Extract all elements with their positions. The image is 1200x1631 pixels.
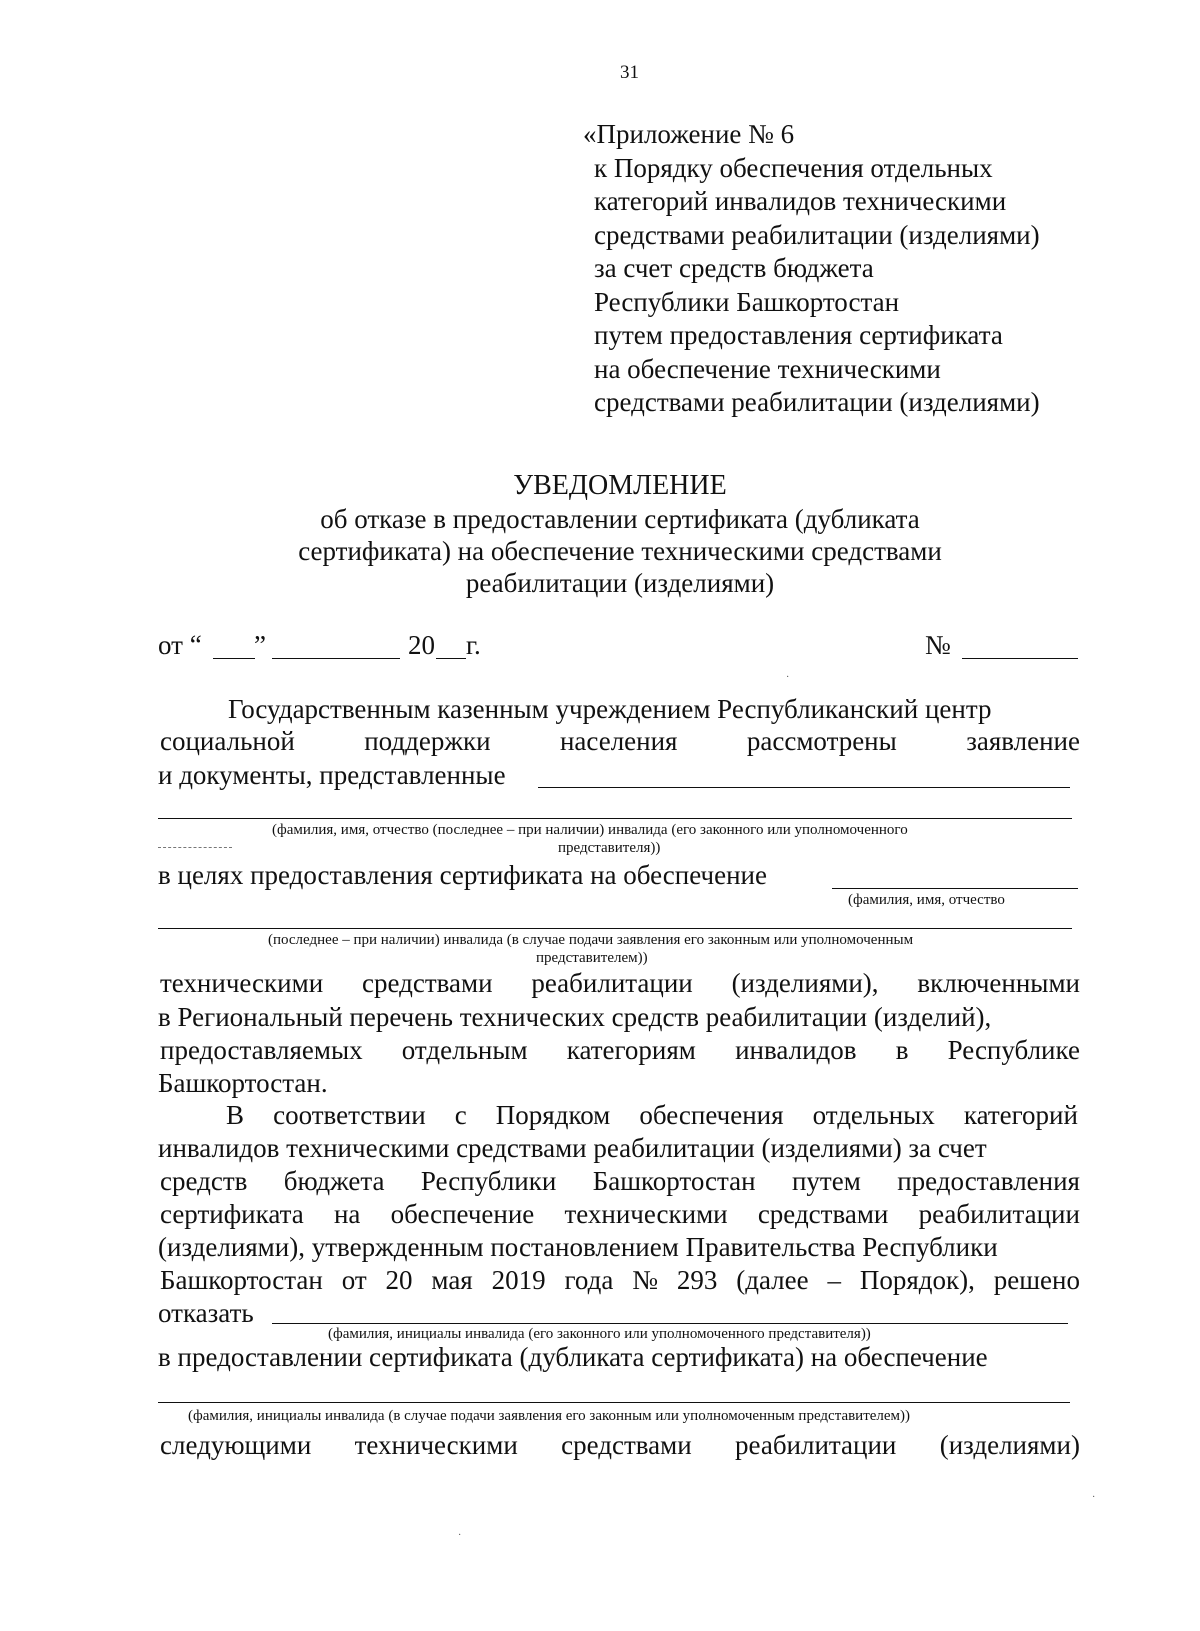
word: (изделиями), — [731, 968, 879, 998]
word: мая — [431, 1265, 473, 1295]
para3-line: отказать — [158, 1298, 254, 1328]
refuse-name-blank — [272, 1323, 1068, 1324]
word: включенными — [917, 968, 1080, 998]
para2-line: в Региональный перечень технических средств реабилитации (изделий), — [158, 1002, 992, 1032]
word: инвалидов — [735, 1035, 857, 1065]
caption-line: (последнее – при наличии) инвалида (в случае подачи заявления его законным или уполномоченным — [268, 932, 914, 948]
scan-speck: · — [458, 1530, 462, 1541]
word: с — [454, 1100, 467, 1130]
scan-speck: · — [786, 672, 790, 683]
year-blank — [436, 658, 466, 659]
word: населения — [559, 726, 678, 756]
final-justified-line — [160, 1430, 1080, 1461]
word: от — [341, 1265, 367, 1295]
para3-justified-line — [160, 1265, 1080, 1296]
date-year-suffix: г. — [466, 630, 481, 660]
word: 293 — [676, 1265, 718, 1295]
date-prefix: от “ — [158, 630, 202, 660]
para3-justified-line — [160, 1199, 1080, 1230]
word: техническими — [564, 1199, 728, 1229]
para2-justified-line — [160, 1035, 1080, 1066]
caption-line: (фамилия, инициалы инвалида (его законного или уполномоченного представителя)) — [328, 1326, 871, 1342]
word: обеспечения — [639, 1100, 784, 1130]
word: предоставления — [897, 1166, 1080, 1196]
para3-line: (изделиями), утвержденным постановлением Правительства Республики — [158, 1232, 998, 1262]
applicant-blank — [538, 787, 1070, 788]
word: в — [895, 1035, 909, 1065]
annex-line: «Приложение № 6 — [583, 119, 795, 149]
annex-line: средствами реабилитации (изделиями) — [594, 387, 1040, 417]
para1-justified-line — [160, 726, 1080, 757]
word: техническими — [354, 1430, 518, 1460]
word: на — [333, 1199, 361, 1229]
para2-line: Башкортостан. — [158, 1068, 328, 1098]
word: бюджета — [283, 1166, 385, 1196]
date-year: 20 — [408, 630, 435, 660]
word: отдельных — [812, 1100, 935, 1130]
word: года — [564, 1265, 614, 1295]
word: – — [827, 1265, 842, 1295]
word: 20 — [385, 1265, 413, 1295]
caption-line: (фамилия, инициалы инвалида (в случае подачи заявления его законным или уполномоченным представителем)) — [188, 1408, 911, 1424]
para3-line: инвалидов техническими средствами реабилитации (изделиями) за счет — [158, 1133, 987, 1163]
annex-line: средствами реабилитации (изделиями) — [594, 219, 1040, 250]
annex-line: на обеспечение техническими — [594, 353, 941, 384]
word: поддержки — [364, 726, 491, 756]
word: средствами — [361, 968, 493, 998]
word: решено — [993, 1265, 1080, 1295]
word: реабилитации — [735, 1430, 897, 1460]
purpose-blank — [832, 888, 1078, 889]
annex-line: за счет средств бюджета — [594, 253, 874, 283]
word: № — [632, 1265, 658, 1295]
word: категорий — [963, 1100, 1078, 1130]
word: средств — [160, 1166, 248, 1196]
para1-line: и документы, представленные — [158, 760, 506, 790]
para3-justified-line — [160, 1166, 1080, 1197]
word: Республики — [420, 1166, 557, 1196]
word: средствами — [757, 1199, 889, 1229]
subtitle-line: реабилитации (изделиями) — [465, 568, 775, 598]
annex-line: Республики Башкортостан — [594, 286, 900, 317]
word: отдельным — [401, 1035, 528, 1065]
word: следующими — [160, 1430, 312, 1460]
day-blank — [213, 658, 255, 659]
word: Республике — [947, 1035, 1080, 1065]
word: заявление — [966, 726, 1080, 756]
purpose-line: в целях предоставления сертификата на обеспечение — [158, 860, 767, 890]
subtitle-line: об отказе в предоставлении сертификата (дубликата — [320, 504, 920, 534]
word: Порядком — [495, 1100, 611, 1130]
annex-line: путем предоставления сертификата — [594, 320, 1003, 350]
para3-justified-line — [226, 1100, 1078, 1131]
applicant-blank-2 — [158, 818, 1072, 819]
annex-line: к Порядку обеспечения отдельных — [594, 152, 993, 183]
word: социальной — [160, 726, 295, 756]
page-number: 31 — [620, 62, 639, 83]
word: обеспечение — [390, 1199, 535, 1229]
word: реабилитации — [531, 968, 693, 998]
word: 2019 — [491, 1265, 546, 1295]
para2-justified-line — [160, 968, 1080, 999]
word: сертификата — [160, 1199, 304, 1229]
refusal-line: в предоставлении сертификата (дубликата сертификата) на обеспечение — [158, 1342, 988, 1372]
annex-header — [583, 118, 1040, 420]
word: предоставляемых — [160, 1035, 363, 1065]
number-label: № — [925, 630, 951, 660]
scan-speck: · — [1092, 1492, 1096, 1503]
word: Башкортостан — [592, 1166, 756, 1196]
word: Порядок), — [859, 1265, 975, 1295]
word: техническими — [160, 968, 324, 998]
para1-line: Государственным казенным учреждением Республиканский центр — [228, 694, 992, 724]
word: (изделиями) — [939, 1430, 1080, 1460]
word: Башкортостан — [160, 1265, 323, 1295]
word: средствами — [561, 1430, 692, 1460]
purpose-blank-2 — [158, 928, 1072, 929]
caption-line: представителем)) — [536, 950, 648, 966]
date-quote-close: ” — [254, 630, 266, 660]
word: В — [226, 1100, 245, 1130]
word: категориям — [566, 1035, 696, 1065]
caption-line: (фамилия, имя, отчество — [848, 892, 1005, 908]
subtitle-line: сертификата) на обеспечение техническими средствами — [298, 536, 942, 566]
annex-line: категорий инвалидов техническими — [594, 186, 1007, 216]
word: рассмотрены — [746, 726, 897, 756]
caption-line: представителя)) — [558, 840, 661, 856]
month-blank — [272, 658, 400, 659]
word: (далее — [736, 1265, 809, 1295]
refusal-blank — [158, 1402, 1070, 1403]
number-blank — [962, 658, 1078, 659]
caption-line: (фамилия, имя, отчество (последнее – при наличии) инвалида (его законного или уполномоченного — [272, 822, 908, 838]
word: путем — [791, 1166, 861, 1196]
word: соответствии — [273, 1100, 426, 1130]
faint-dash — [158, 847, 232, 848]
document-title: УВЕДОМЛЕНИЕ — [513, 470, 727, 501]
word: реабилитации — [918, 1199, 1080, 1229]
